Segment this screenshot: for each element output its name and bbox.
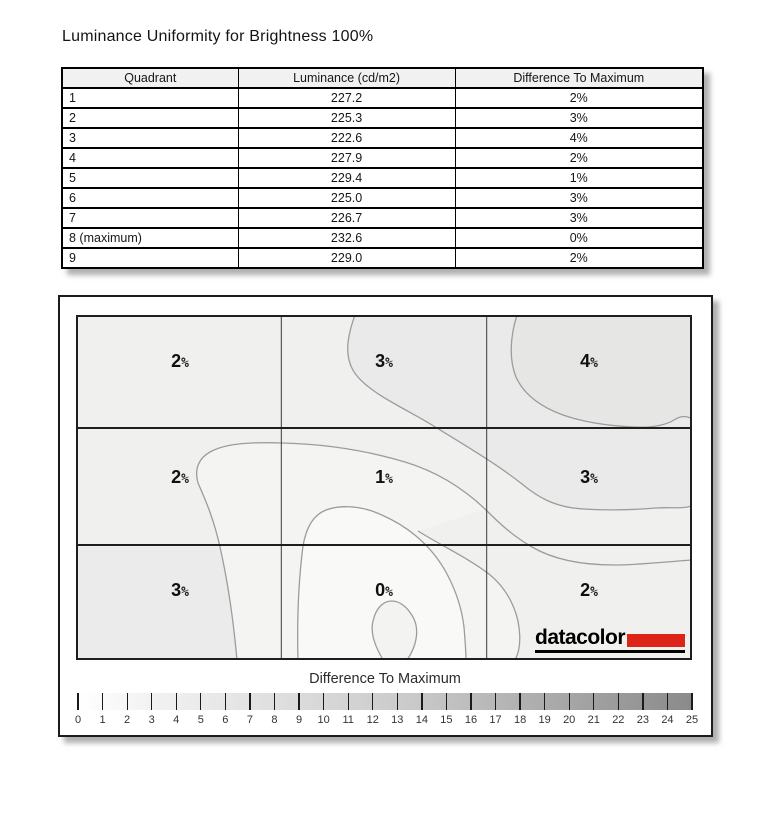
- grid-cell-label: 3%: [375, 351, 393, 371]
- colorbar-tick-label: 3: [148, 714, 155, 726]
- colorbar-tick: [691, 693, 692, 710]
- colorbar-tick-label: 5: [197, 714, 204, 726]
- difference-cell: 3%: [455, 108, 703, 128]
- grid-cell-label: 4%: [580, 351, 598, 371]
- uniformity-plot: [58, 295, 713, 737]
- grid-cell-label: 2%: [171, 351, 189, 371]
- datacolor-logo-text: datacolor: [535, 626, 626, 649]
- quadrant-cell: 5: [62, 168, 238, 188]
- quadrant-cell: 2: [62, 108, 238, 128]
- colorbar-tick: [348, 693, 349, 710]
- quadrant-cell: 3: [62, 128, 238, 148]
- table-row: [62, 188, 703, 208]
- grid-cell-label: 0%: [375, 580, 393, 600]
- colorbar-tick-label: 4: [173, 714, 180, 726]
- luminance-cell: 225.0: [238, 188, 455, 208]
- quadrant-cell: 1: [62, 88, 238, 108]
- colorbar-tick: [470, 693, 471, 710]
- difference-cell: 4%: [455, 128, 703, 148]
- luminance-cell: 229.0: [238, 248, 455, 268]
- colorbar-tick: [446, 693, 447, 710]
- colorbar-tick: [544, 693, 545, 710]
- colorbar-tick-label: 11: [342, 714, 354, 726]
- grid-cell-label: 2%: [580, 580, 598, 600]
- datacolor-logo-red-bar: [627, 634, 685, 647]
- colorbar-tick-label: 8: [271, 714, 278, 726]
- colorbar-tick: [397, 693, 398, 710]
- table-row: [62, 248, 703, 268]
- region-3pct-bottomleft: [76, 547, 237, 660]
- difference-cell: 2%: [455, 148, 703, 168]
- colorbar-tick-label: 0: [74, 714, 82, 726]
- colorbar-tick-label: 17: [489, 714, 502, 726]
- luminance-cell: 227.9: [238, 148, 455, 168]
- colorbar-tick: [569, 693, 570, 710]
- colorbar-tick-label: 19: [538, 714, 551, 726]
- table-row: [62, 228, 703, 248]
- colorbar-tick-label: 12: [366, 714, 379, 726]
- colorbar-tick: [151, 693, 152, 710]
- colorbar-tick-label: 2: [124, 714, 131, 726]
- colorbar-tick-label: 23: [636, 714, 649, 726]
- page-title: Luminance Uniformity for Brightness 100%: [62, 28, 374, 45]
- datacolor-logo: [535, 628, 685, 653]
- luminance-cell: 225.3: [238, 108, 455, 128]
- luminance-cell: 229.4: [238, 168, 455, 188]
- column-header-quadrant: Quadrant: [62, 68, 238, 88]
- quadrant-cell: 9: [62, 248, 238, 268]
- table-row: [62, 108, 703, 128]
- colorbar-tick-label: 21: [587, 714, 600, 726]
- colorbar-title: Difference To Maximum: [309, 671, 461, 687]
- colorbar-tick-label: 6: [222, 714, 229, 726]
- grid-cell-label: 2%: [171, 467, 189, 487]
- table-header-row: [62, 68, 703, 88]
- difference-cell: 1%: [455, 168, 703, 188]
- luminance-cell: 227.2: [238, 88, 455, 108]
- colorbar-tick-label: 14: [415, 714, 428, 726]
- colorbar-tick: [225, 693, 226, 710]
- column-header-luminance: Luminance (cd/m2): [238, 68, 455, 88]
- luminance-cell: 222.6: [238, 128, 455, 148]
- table-row: [62, 148, 703, 168]
- contour-plot-area: [76, 315, 692, 660]
- colorbar-tick-label: 15: [440, 714, 453, 726]
- grid-cell-label: 1%: [375, 467, 393, 487]
- colorbar-tick: [593, 693, 594, 710]
- colorbar-tick: [495, 693, 496, 710]
- difference-cell: 2%: [455, 88, 703, 108]
- quadrant-cell: 6: [62, 188, 238, 208]
- colorbar-tick: [372, 693, 373, 710]
- colorbar-tick-label: 24: [661, 714, 674, 726]
- colorbar-tick: [200, 693, 201, 710]
- colorbar-tick-label: 22: [612, 714, 625, 726]
- colorbar-tick: [127, 693, 128, 710]
- colorbar-tick-label: 13: [391, 714, 404, 726]
- contour-svg: [76, 315, 692, 660]
- colorbar-tick-label: 20: [563, 714, 576, 726]
- colorbar-tick: [667, 693, 668, 710]
- grid-cell-label: 3%: [171, 580, 189, 600]
- quadrant-cell: 8 (maximum): [62, 228, 238, 248]
- luminance-cell: 232.6: [238, 228, 455, 248]
- grid-cell-label: 3%: [580, 467, 598, 487]
- colorbar-tick: [249, 693, 250, 710]
- luminance-cell: 226.7: [238, 208, 455, 228]
- colorbar-tick-label: 7: [246, 714, 253, 726]
- colorbar-tick: [298, 693, 299, 710]
- colorbar-tick-label: 18: [513, 714, 527, 726]
- table-row: [62, 128, 703, 148]
- colorbar-tick: [618, 693, 619, 710]
- colorbar-tick: [274, 693, 275, 710]
- colorbar-tick-label: 16: [464, 714, 478, 726]
- difference-cell: 0%: [455, 228, 703, 248]
- colorbar-gradient: [78, 693, 692, 710]
- colorbar-tick: [642, 693, 643, 710]
- difference-cell: 3%: [455, 208, 703, 228]
- table-row: [62, 168, 703, 188]
- colorbar-tick-label: 10: [317, 714, 330, 726]
- table-row: [62, 208, 703, 228]
- difference-cell: 3%: [455, 188, 703, 208]
- colorbar-tick-label: 25: [685, 714, 699, 726]
- quadrant-cell: 4: [62, 148, 238, 168]
- colorbar-tick: [519, 693, 520, 710]
- colorbar-tick: [176, 693, 177, 710]
- luminance-table: [61, 67, 704, 269]
- quadrant-cell: 7: [62, 208, 238, 228]
- difference-cell: 2%: [455, 248, 703, 268]
- column-header-difference: Difference To Maximum: [455, 68, 703, 88]
- colorbar-tick: [421, 693, 422, 710]
- colorbar-tick-label: 9: [295, 714, 303, 726]
- table-row: [62, 88, 703, 108]
- colorbar-tick: [77, 693, 78, 710]
- colorbar-tick: [323, 693, 324, 710]
- colorbar-tick-label: 1: [99, 714, 106, 726]
- colorbar-tick: [102, 693, 103, 710]
